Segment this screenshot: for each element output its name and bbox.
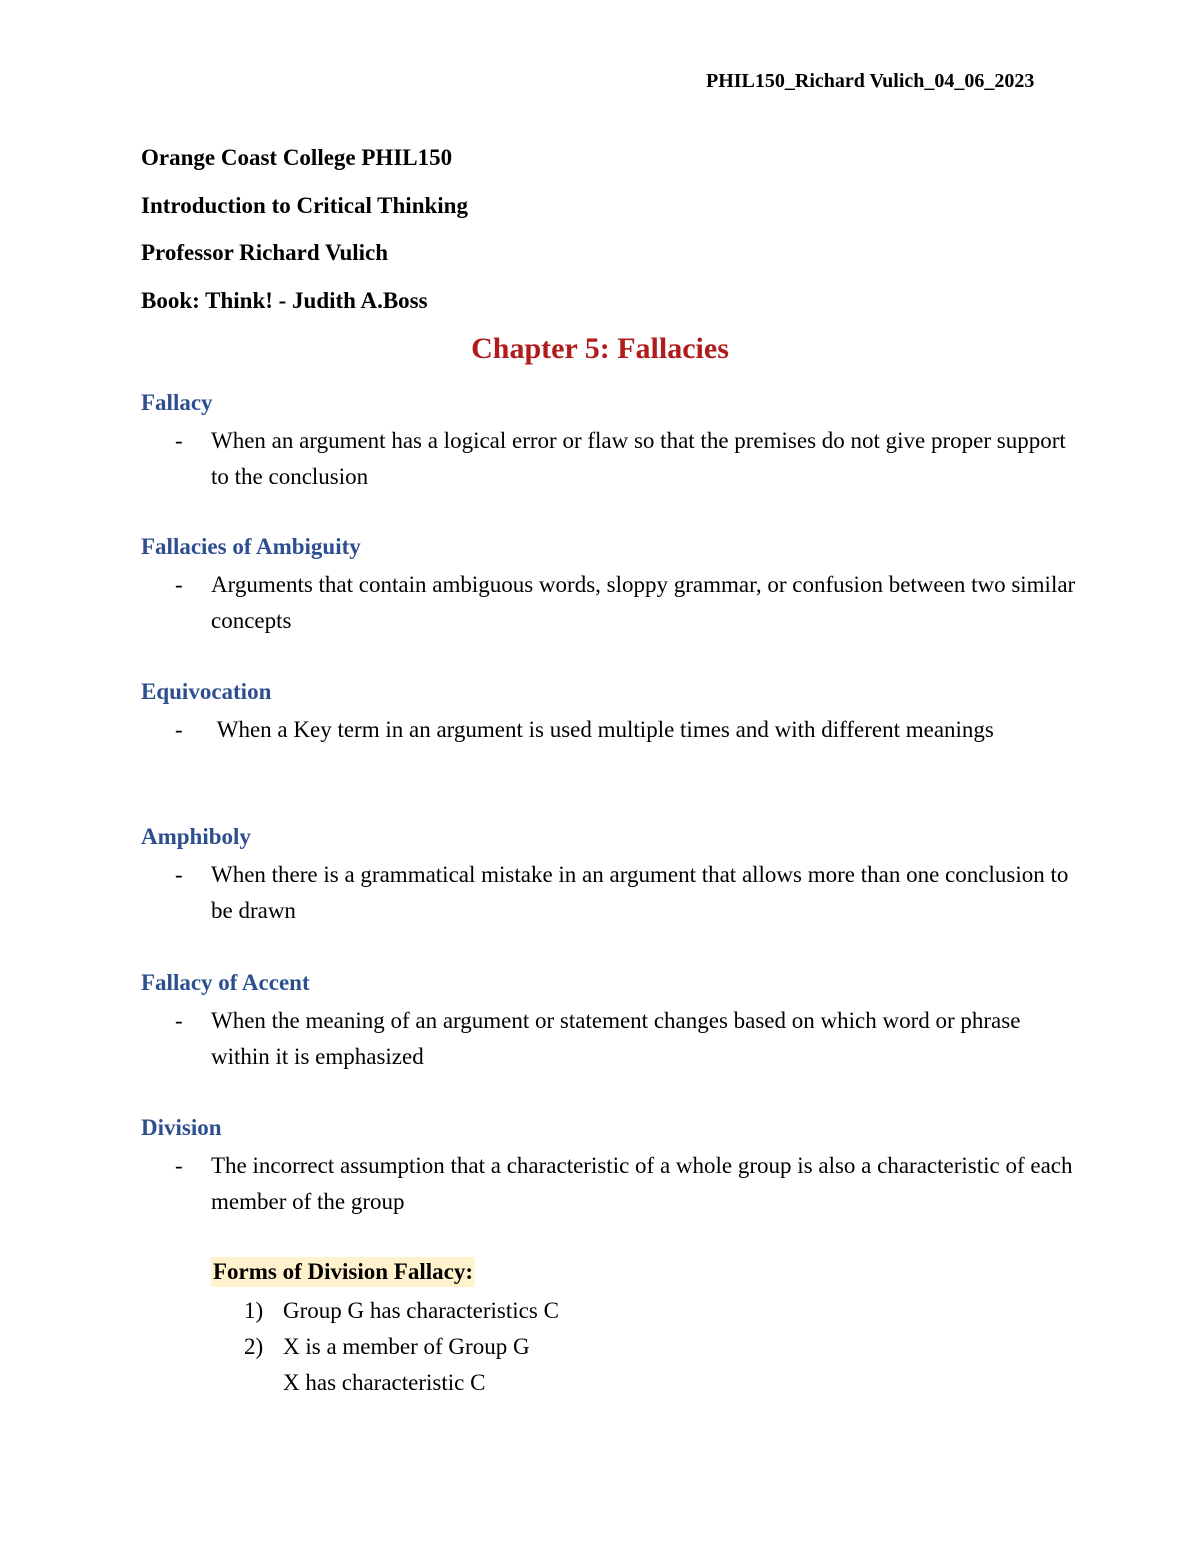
bullet-dash: - bbox=[175, 717, 183, 742]
division-forms bbox=[211, 1257, 1011, 1401]
forms-title: Forms of Division Fallacy: bbox=[211, 1257, 475, 1287]
form-conclusion bbox=[211, 1365, 1011, 1401]
bullet-dash: - bbox=[175, 862, 183, 887]
item-text: When there is a grammatical mistake in an argument that allows more than one conclusion to be drawn bbox=[211, 862, 1069, 923]
list-item bbox=[141, 1003, 1081, 1075]
list-item bbox=[141, 423, 1081, 495]
section-heading: Fallacies of Ambiguity bbox=[141, 534, 361, 559]
header-file-label: PHIL150_Richard Vulich_04_06_2023 bbox=[706, 70, 1035, 92]
section-heading: Equivocation bbox=[141, 679, 272, 704]
bullet-dash: - bbox=[175, 1008, 183, 1033]
section-heading: Amphiboly bbox=[141, 824, 251, 849]
bullet-dash: - bbox=[175, 572, 183, 597]
item-text: Arguments that contain ambiguous words, sloppy grammar, or confusion between two similar concepts bbox=[211, 572, 1076, 633]
step-text: X is a member of Group G bbox=[283, 1334, 530, 1359]
item-text: The incorrect assumption that a characteristic of a whole group is also a characteristic of each member of the group bbox=[211, 1153, 1073, 1214]
course-title: Introduction to Critical Thinking bbox=[141, 193, 468, 218]
section-heading: Division bbox=[141, 1115, 222, 1140]
list-item bbox=[141, 857, 1081, 929]
item-text: When an argument has a logical error or flaw so that the premises do not give proper support to the conclusion bbox=[211, 428, 1066, 489]
bullet-dash: - bbox=[175, 1153, 183, 1178]
list-item bbox=[141, 567, 1081, 639]
item-text: When the meaning of an argument or statement changes based on which word or phrase within it is emphasized bbox=[211, 1008, 1021, 1069]
section-heading: Fallacy of Accent bbox=[141, 970, 310, 995]
section-fallacy-of-accent bbox=[141, 968, 1081, 1075]
bullet-dash: - bbox=[175, 428, 183, 453]
list-item bbox=[141, 1148, 1081, 1220]
item-text: When a Key term in an argument is used multiple times and with different meanings bbox=[211, 717, 994, 742]
list-item bbox=[141, 712, 1081, 748]
chapter-title: Chapter 5: Fallacies bbox=[471, 332, 729, 365]
section-fallacies-of-ambiguity bbox=[141, 532, 1081, 639]
section-amphiboly bbox=[141, 822, 1081, 929]
step-text: Group G has characteristics C bbox=[283, 1298, 559, 1323]
section-fallacy bbox=[141, 388, 1081, 495]
step-number: 2) bbox=[244, 1334, 264, 1359]
section-division bbox=[141, 1113, 1081, 1220]
forms-steps bbox=[211, 1293, 1011, 1401]
section-heading: Fallacy bbox=[141, 390, 213, 415]
step-number: 1) bbox=[244, 1298, 264, 1323]
course-professor: Professor Richard Vulich bbox=[141, 240, 389, 265]
conclusion-text: X has characteristic C bbox=[283, 1370, 486, 1395]
form-step bbox=[211, 1293, 1011, 1329]
course-book: Book: Think! - Judith A.Boss bbox=[141, 288, 428, 313]
section-equivocation bbox=[141, 677, 1081, 748]
course-college: Orange Coast College PHIL150 bbox=[141, 145, 453, 170]
form-step bbox=[211, 1329, 1011, 1365]
